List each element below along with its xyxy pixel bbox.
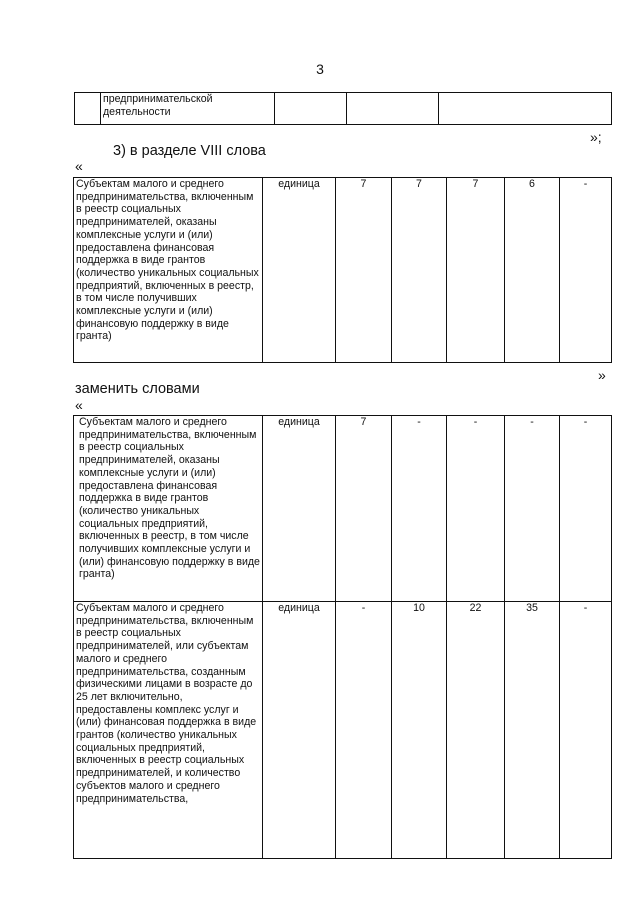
value-cell: 7 [392, 178, 447, 363]
indicator-description: Субъектам малого и среднего предпринимательства, включенным в реестр социальных предпринимателей, оказаны комплексные услуги и (или) предоставлена финансовая поддержка в виде грантов (количество уникальных социальных предприятий, включенных в реестр, в том числе получивших комплексные услуги и (или) финансовую поддержку в виде гранта) [74, 178, 263, 363]
replacement-table [73, 415, 612, 859]
value-cell: 22 [447, 602, 505, 859]
indicator-description: Субъектам малого и среднего предпринимательства, включенным в реестр социальных предпринимателей, или субъектам малого и среднего предпринимательства, созданным физическими лицами в возрасте до 25 лет включительно, предоставлены комплекс услуг и (или) финансовая поддержка в виде грантов (количество уникальных социальных предприятий, включенных в реестр социальных предпринимателей, и количество субъектов малого и среднего предпринимательства, [74, 602, 263, 859]
value-cell: 6 [505, 178, 560, 363]
value-cell: 7 [336, 416, 392, 602]
value-cell: 7 [447, 178, 505, 363]
top-table [74, 92, 612, 125]
table-cell [275, 93, 347, 125]
value-cell: - [560, 602, 612, 859]
replace-heading: заменить словами [75, 381, 200, 397]
indicator-description: Субъектам малого и среднего предпринимательства, включенным в реестр социальных предпринимателей, оказаны комплексные услуги и (или) предоставлена финансовая поддержка в виде грантов (количество уникальных социальных предприятий, включенных в реестр, в том числе получивших комплексные услуги и (или) финансовую поддержку в виде гранта) [74, 416, 263, 602]
table-cell [347, 93, 439, 125]
table-cell [439, 93, 612, 125]
unit-cell: единица [263, 178, 336, 363]
table-row [74, 416, 612, 602]
closing-quote: »; [590, 129, 602, 145]
value-cell: - [505, 416, 560, 602]
table-row [74, 602, 612, 859]
table-cell [75, 93, 101, 125]
value-cell: - [336, 602, 392, 859]
opening-quote: « [75, 158, 83, 174]
table-row [74, 178, 612, 363]
page-number: 3 [316, 61, 324, 77]
value-cell: - [560, 416, 612, 602]
section-heading: 3) в разделе VIII слова [113, 143, 266, 159]
unit-cell: единица [263, 602, 336, 859]
value-cell: 7 [336, 178, 392, 363]
value-cell: 35 [505, 602, 560, 859]
original-table [73, 177, 612, 363]
value-cell: - [392, 416, 447, 602]
unit-cell: единица [263, 416, 336, 602]
value-cell: 10 [392, 602, 447, 859]
value-cell: - [447, 416, 505, 602]
table-cell: предпринимательской деятельности [101, 93, 275, 125]
closing-quote: » [598, 367, 606, 383]
opening-quote: « [75, 397, 83, 413]
table-row [75, 93, 612, 125]
value-cell: - [560, 178, 612, 363]
